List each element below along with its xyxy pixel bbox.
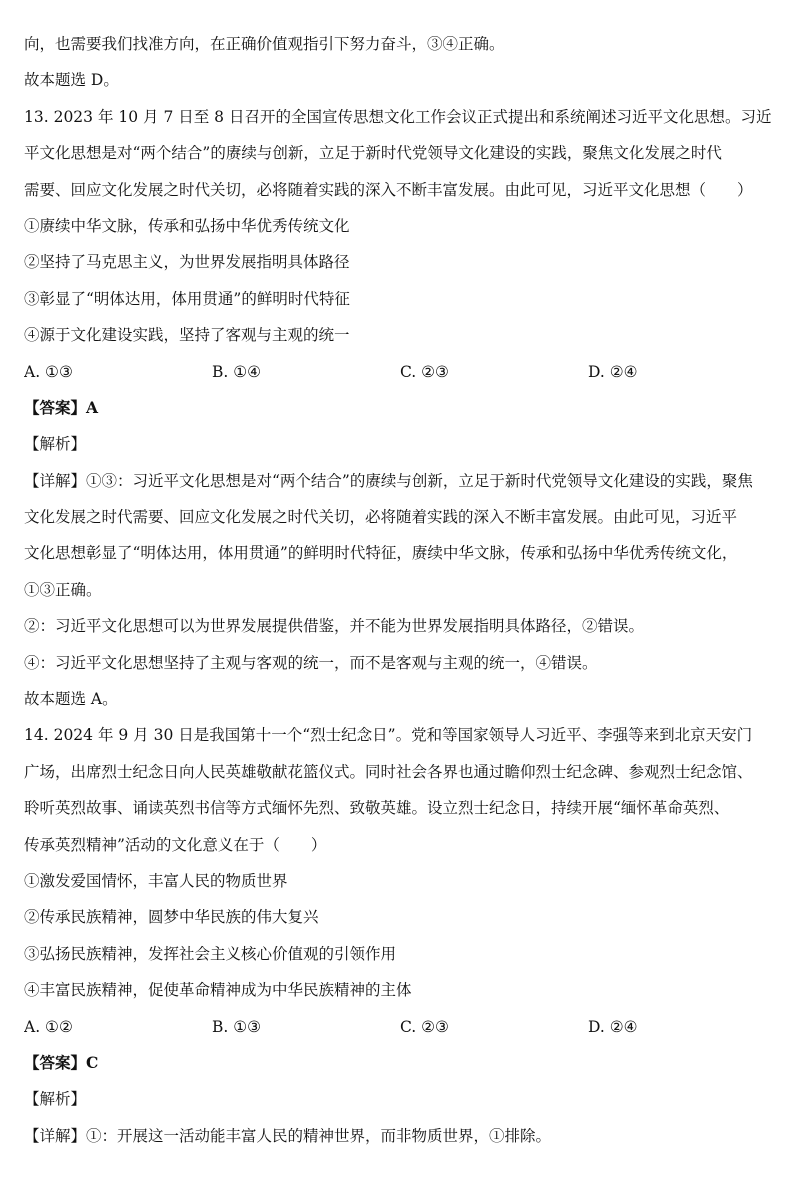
statement-item: ②坚持了马克思主义，为世界发展指明具体路径 (24, 253, 350, 272)
statement-item: ①激发爱国情怀，丰富人民的物质世界 (24, 871, 288, 890)
option-b: B. ①④ (212, 362, 262, 381)
analysis-label: 【解析】 (24, 435, 87, 454)
explanation-line: ①③正确。 (24, 580, 102, 599)
statement-item: ④源于文化建设实践，坚持了客观与主观的统一 (24, 326, 350, 345)
statement-item: ①赓续中华文脉，传承和弘扬中华优秀传统文化 (24, 216, 350, 235)
explanation-line: ②：习近平文化思想可以为世界发展提供借鉴，并不能为世界发展指明具体路径，②错误。 (24, 617, 645, 636)
question-13-stem: 13. 2023 年 10 月 7 日至 8 日召开的全国宣传思想文化工作会议正式提出和系统阐述习近平文化思想。习近 (24, 107, 772, 126)
option-a: A. ①② (24, 1017, 73, 1036)
question-14-stem: 广场，出席烈士纪念日向人民英雄敬献花篮仪式。同时社会各界也通过瞻仰烈士纪念碑、参观烈士纪念馆、 (24, 762, 753, 781)
text-line: 故本题选 A。 (24, 690, 118, 709)
explanation-line: 【详解】①③：习近平文化思想是对“两个结合”的赓续与创新，立足于新时代党领导文化建设的实践，聚焦 (24, 471, 753, 490)
question-13-options (24, 354, 778, 390)
statement-item: ③弘扬民族精神，发挥社会主义核心价值观的引领作用 (24, 944, 397, 963)
option-b: B. ①③ (212, 1017, 262, 1036)
option-d: D. ②④ (588, 1017, 638, 1036)
explanation-line: 【详解】①：开展这一活动能丰富人民的精神世界，而非物质世界，①排除。 (24, 1126, 552, 1145)
option-c: C. ②③ (400, 362, 449, 381)
option-a: A. ①③ (24, 362, 73, 381)
text-line: 向，也需要我们找准方向，在正确价值观指引下努力奋斗，③④正确。 (24, 35, 505, 53)
question-14-stem: 传承英烈精神”活动的文化意义在于（ ） (24, 835, 327, 854)
answer-label: 【答案】A (24, 397, 99, 417)
explanation-line: 文化思想彰显了“明体达用，体用贯通”的鲜明时代特征，赓续中华文脉，传承和弘扬中华优秀传统文化， (24, 544, 738, 563)
option-c: C. ②③ (400, 1017, 449, 1036)
text-line: 故本题选 D。 (24, 71, 119, 90)
question-14-stem: 14. 2024 年 9 月 30 日是我国第十一个“烈士纪念日”。党和等国家领导人习近平、李强等来到北京天安门 (24, 726, 753, 745)
statement-item: ④丰富民族精神，促使革命精神成为中华民族精神的主体 (24, 981, 412, 1000)
option-d: D. ②④ (588, 362, 638, 381)
explanation-line: 文化发展之时代需要、回应文化发展之时代关切，必将随着实践的深入不断丰富发展。由此可见，习近平 (24, 508, 738, 527)
statement-item: ②传承民族精神，圆梦中华民族的伟大复兴 (24, 908, 319, 927)
explanation-line: ④：习近平文化思想坚持了主观与客观的统一，而不是客观与主观的统一，④错误。 (24, 653, 598, 672)
statement-item: ③彰显了“明体达用，体用贯通”的鲜明时代特征 (24, 289, 350, 308)
question-14-stem: 聆听英烈故事、诵读英烈书信等方式缅怀先烈、致敬英雄。设立烈士纪念日，持续开展“缅怀革命英烈、 (24, 799, 730, 818)
question-13-stem: 需要、回应文化发展之时代关切，必将随着实践的深入不断丰富发展。由此可见，习近平文化思想（ ） (24, 180, 753, 199)
analysis-label: 【解析】 (24, 1090, 87, 1109)
question-13-stem: 平文化思想是对“两个结合”的赓续与创新，立足于新时代党领导文化建设的实践，聚焦文化发展之时代 (24, 144, 722, 163)
answer-label: 【答案】C (24, 1052, 99, 1072)
question-14-options (24, 1009, 778, 1045)
